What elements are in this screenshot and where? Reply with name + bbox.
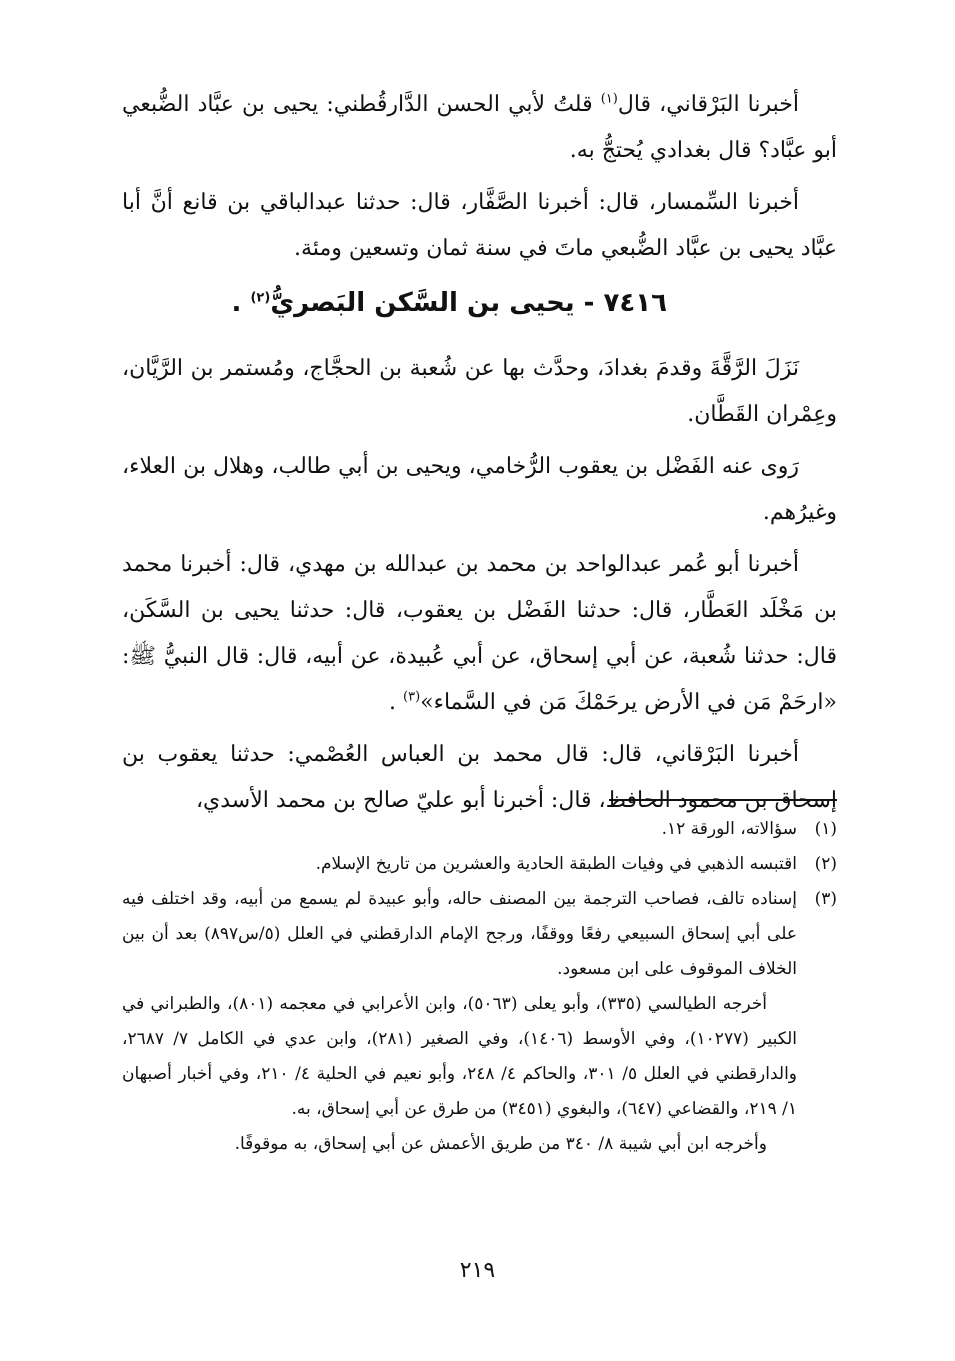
entry-heading-text: ٧٤١٦ - يحيى بن السَّكن البَصريُّ: [270, 288, 667, 318]
footnote-ref-3: (٣): [403, 689, 421, 705]
footnote-2: [122, 847, 837, 882]
footnote-2-number: (٢): [814, 854, 837, 874]
footnote-3-mawquf: وأخرجه ابن أبي شيبة ٨/ ٣٤٠ من طريق الأعمش عن أبي إسحاق، به موقوفًا.: [234, 1134, 767, 1154]
paragraph-5: [122, 542, 837, 726]
paragraph-3: نَزَلَ الرَّقَّةَ وقدمَ بغدادَ، وحدَّث بها عن شُعبة بن الحجَّاج، ومُستمر بن الرَّيَّان، وعِمْران القَطَّان.: [122, 356, 837, 427]
paragraph-2: أخبرنا السِّمسار، قال: أخبرنا الصَّفَّار، قال: حدثنا عبدالباقي بن قانع أنَّ أبا عبَّاد يحيى بن عبَّاد الضُّبعي ماتَ في سنة ثمان وتسعين ومئة.: [122, 190, 837, 261]
entry-heading: [122, 278, 837, 328]
footnote-1: [122, 812, 837, 847]
footnote-2-text: اقتبسه الذهبي في وفيات الطبقة الحادية والعشرين من تاريخ الإسلام.: [315, 854, 797, 874]
footnotes: [122, 812, 837, 1162]
footnote-3-number: (٣): [814, 889, 837, 909]
paragraph-4: رَوى عنه الفَضْل بن يعقوب الرُّخامي، ويحيى بن أبي طالب، وهلال بن العلاء، وغيرُهم.: [122, 454, 837, 525]
page-number: ٢١٩: [459, 1258, 496, 1283]
footnote-1-number: (١): [814, 819, 837, 839]
footnote-3-sources: أخرجه الطيالسي (٣٣٥)، وأبو يعلى (٥٠٦٣)، وابن الأعرابي في معجمه (٨٠١)، والطبراني في الكبير (١٠٢٧٧)، وفي الأوسط (١٤٠٦)، وفي الصغير (٢٨١)، وابن عدي في الكامل ٧/ ٢٦٨٧، والدارقطني في العلل ٥/ ٣٠١، والحاكم ٤/ ٢٤٨، وأبو نعيم في الحلية ٤/ ٢١٠، وفي أخبار أصبهان ١/ ٢١٩، والقضاعي (٦٤٧)، والبغوي (٣٤٥١) من طرق عن أبي إسحاق، به.: [122, 994, 798, 1119]
paragraph-1-rest: قلتُ لأبي الحسن الدَّارقُطني: يحيى بن عبَّاد الضُّبعي أبو عبَّاد؟ قال بغدادي يُحتجُّ به.: [122, 92, 837, 163]
paragraph-5-end: .: [389, 690, 404, 715]
footnote-3: [122, 882, 837, 987]
footnote-ref-1: (١): [600, 91, 618, 107]
paragraph-6: أخبرنا البَرْقاني، قال: قال محمد بن العباس العُصْمي: حدثنا يعقوب بن إسحاق بن محمود الحافظ، قال: أخبرنا أبو عليّ صالح بن محمد الأسدي،: [122, 742, 837, 813]
footnote-separator: [609, 799, 837, 801]
footnote-ref-2: (٢): [250, 290, 271, 306]
footnote-1-text: سؤالاته، الورقة ١٢.: [661, 819, 797, 839]
main-text: [122, 82, 837, 830]
paragraph-1: [122, 82, 837, 174]
entry-heading-end: .: [231, 288, 251, 318]
footnote-3-text: إسناده تالف، فصاحب الترجمة بين المصنف حاله، وأبو عبيدة لم يسمع من أبيه، وقد اختلف فيه على أبي إسحاق السبيعي رفعًا ووقفًا، ورجح الإمام الدارقطني في العلل (٥/س٨٩٧) بعد أن بين الخلاف الموقوف على ابن مسعود.: [122, 889, 797, 979]
paragraph-1-text: أخبرنا البَرْقاني، قال: [617, 92, 799, 117]
paragraph-5-text: أخبرنا أبو عُمر عبدالواحد بن محمد بن عبدالله بن مهدي، قال: أخبرنا محمد بن مَخْلَد العَطَّار، قال: حدثنا الفَضْل بن يعقوب، قال: حدثنا يحيى بن السَّكَن، قال: حدثنا شُعبة، عن أبي إسحاق، عن أبي عُبيدة، عن أبيه، قال: قال النبيُّ ﷺ: «ارحَمْ مَن في الأرض يرحَمْكَ مَن في السَّماء»: [122, 552, 837, 715]
